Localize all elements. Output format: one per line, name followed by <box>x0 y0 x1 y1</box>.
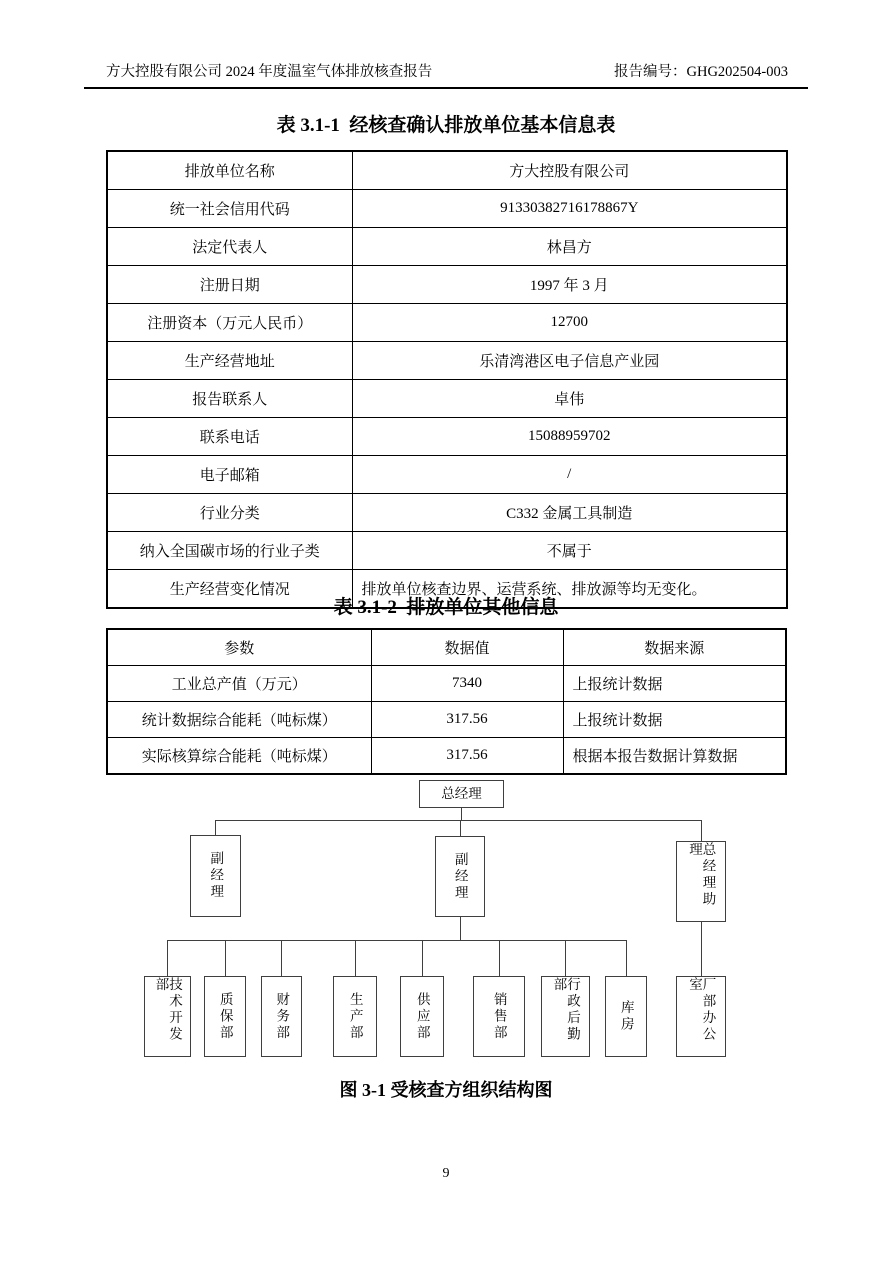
org-box-gm-assistant: 总经理助理 <box>676 841 726 922</box>
org-line <box>565 940 566 976</box>
table-row <box>107 190 787 228</box>
value-cell: 7340 <box>371 666 563 702</box>
page-number: 9 <box>442 1166 450 1181</box>
row-value: 不属于 <box>352 532 787 570</box>
org-box-dept-admin-logistics: 行政后勤部 <box>541 976 590 1057</box>
header-report-title: 方大控股有限公司 2024 年度温室气体排放核查报告 <box>106 64 433 80</box>
row-label: 生产经营变化情况 <box>107 570 352 609</box>
figure-caption: 图 3-1 受核查方组织结构图 <box>339 1080 553 1100</box>
row-value: 12700 <box>352 304 787 342</box>
header-report-number: 报告编号：GHG202504-003 <box>614 64 788 80</box>
org-line <box>701 922 702 976</box>
row-label: 联系电话 <box>107 418 352 456</box>
row-value: 卓伟 <box>352 380 787 418</box>
row-value: 林昌方 <box>352 228 787 266</box>
column-header: 数据来源 <box>563 629 786 666</box>
table-row <box>107 666 786 702</box>
table-row <box>107 304 787 342</box>
table-header-row <box>107 629 786 666</box>
org-box-dept-sales: 销售部 <box>473 976 525 1057</box>
param-cell: 统计数据综合能耗（吨标煤） <box>107 702 371 738</box>
org-line <box>167 940 168 976</box>
org-line <box>225 940 226 976</box>
header-rule <box>84 87 808 89</box>
row-label: 行业分类 <box>107 494 352 532</box>
table-row <box>107 738 786 775</box>
org-line <box>281 940 282 976</box>
row-value: 乐清湾港区电子信息产业园 <box>352 342 787 380</box>
row-label: 报告联系人 <box>107 380 352 418</box>
org-box-dept-factory-office: 厂部办公室 <box>676 976 726 1057</box>
column-header: 数据值 <box>371 629 563 666</box>
table-row <box>107 494 787 532</box>
org-line <box>422 940 423 976</box>
row-value: 排放单位核查边界、运营系统、排放源等均无变化。 <box>352 570 787 609</box>
row-value: C332 金属工具制造 <box>352 494 787 532</box>
org-line <box>215 820 216 835</box>
org-box-dept-supply: 供应部 <box>400 976 444 1057</box>
org-box-deputy-manager-1: 副经理 <box>190 835 241 917</box>
org-box-deputy-manager-2: 副经理 <box>435 836 485 917</box>
row-value: 1997 年 3 月 <box>352 266 787 304</box>
org-box-dept-warehouse: 库房 <box>605 976 647 1057</box>
basic-info-table <box>106 150 788 609</box>
table-row <box>107 418 787 456</box>
org-box-dept-finance: 财务部 <box>261 976 302 1057</box>
other-info-table <box>106 628 787 775</box>
org-box-dept-quality: 质保部 <box>204 976 246 1057</box>
org-line <box>355 940 356 976</box>
row-label: 统一社会信用代码 <box>107 190 352 228</box>
org-box-general-manager: 总经理 <box>419 780 504 808</box>
table-row <box>107 151 787 190</box>
value-cell: 317.56 <box>371 738 563 775</box>
table2-title: 表 3.1-2 排放单位其他信息 <box>333 597 559 618</box>
table-row <box>107 702 786 738</box>
row-label: 生产经营地址 <box>107 342 352 380</box>
org-line <box>167 940 627 941</box>
row-label: 电子邮箱 <box>107 456 352 494</box>
source-cell: 根据本报告数据计算数据 <box>563 738 786 775</box>
value-cell: 317.56 <box>371 702 563 738</box>
param-cell: 工业总产值（万元） <box>107 666 371 702</box>
table-row <box>107 228 787 266</box>
org-box-dept-tech-dev: 技术开发部 <box>144 976 191 1057</box>
row-label: 注册资本（万元人民币） <box>107 304 352 342</box>
table-row <box>107 380 787 418</box>
column-header: 参数 <box>107 629 371 666</box>
row-label: 注册日期 <box>107 266 352 304</box>
org-line <box>701 820 702 841</box>
row-value: 15088959702 <box>352 418 787 456</box>
org-line <box>460 917 461 940</box>
org-line <box>460 820 461 836</box>
table1-title: 表 3.1-1 经核查确认排放单位基本信息表 <box>276 115 616 136</box>
param-cell: 实际核算综合能耗（吨标煤） <box>107 738 371 775</box>
row-label: 纳入全国碳市场的行业子类 <box>107 532 352 570</box>
org-line <box>215 820 702 821</box>
row-value: / <box>352 456 787 494</box>
table-row <box>107 342 787 380</box>
org-box-dept-production: 生产部 <box>333 976 377 1057</box>
org-line <box>461 807 462 820</box>
source-cell: 上报统计数据 <box>563 666 786 702</box>
source-cell: 上报统计数据 <box>563 702 786 738</box>
org-line <box>499 940 500 976</box>
row-label: 法定代表人 <box>107 228 352 266</box>
row-value: 方大控股有限公司 <box>352 151 787 190</box>
table-row <box>107 266 787 304</box>
table-row <box>107 456 787 494</box>
page-header <box>106 60 788 81</box>
row-label: 排放单位名称 <box>107 151 352 190</box>
table-row <box>107 532 787 570</box>
org-line <box>626 940 627 976</box>
row-value: 91330382716178867Y <box>352 190 787 228</box>
